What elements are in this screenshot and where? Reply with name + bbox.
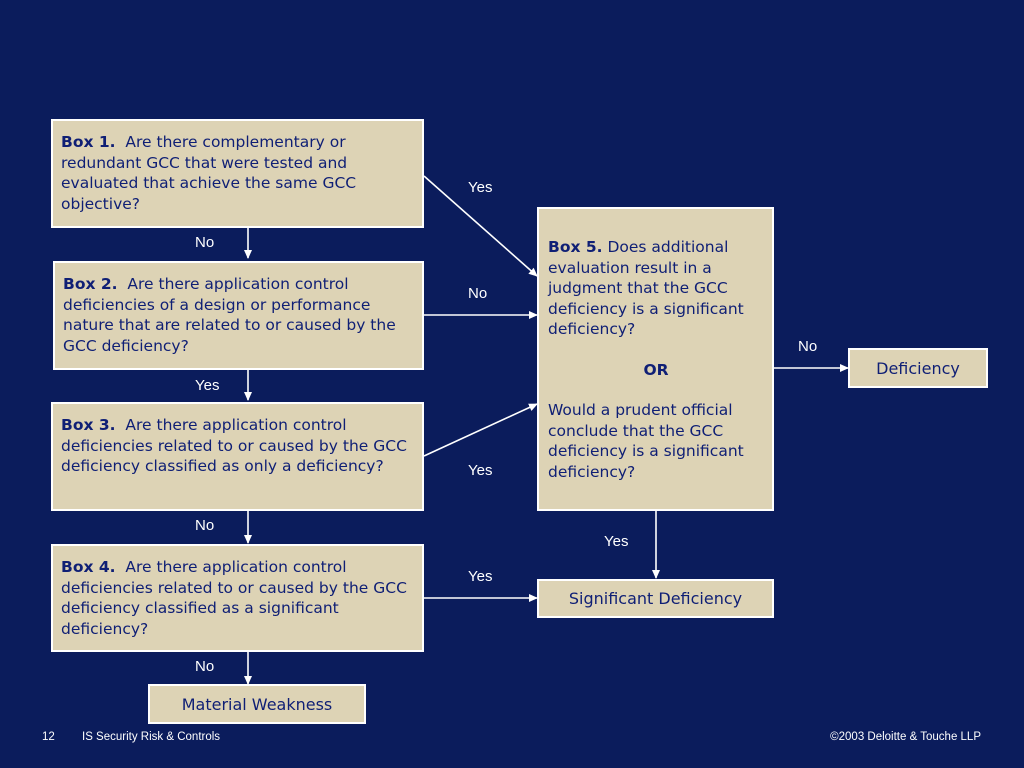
box-5-lead: Box 5. bbox=[548, 238, 603, 256]
box-4-lead: Box 4. bbox=[61, 558, 116, 576]
box-4-text: Are there application control deficiencies related to or caused by the GCC deficiency classified as a significant deficiency? bbox=[61, 558, 407, 638]
box-2 bbox=[53, 261, 424, 370]
box-2-text: Are there application control deficiencies of a design or performance nature that are related to or caused by the GCC deficiency? bbox=[63, 275, 396, 355]
label-box2-yes: Yes bbox=[195, 377, 220, 394]
box-2-lead: Box 2. bbox=[63, 275, 118, 293]
label-box3-no: No bbox=[195, 517, 215, 534]
result-significant-label: Significant Deficiency bbox=[568, 589, 743, 608]
box-3 bbox=[51, 402, 424, 511]
footer-title: IS Security Risk & Controls bbox=[82, 731, 221, 743]
box-5 bbox=[537, 207, 774, 511]
label-box5-yes: Yes bbox=[604, 533, 629, 550]
label-box4-no: No bbox=[195, 658, 215, 675]
page-number: 12 bbox=[42, 731, 55, 743]
box-5-or: OR bbox=[643, 360, 669, 379]
label-box4-yes: Yes bbox=[468, 568, 493, 585]
label-box5-no: No bbox=[798, 338, 818, 355]
arrow-box3-to-box5 bbox=[424, 404, 537, 456]
result-deficiency-label: Deficiency bbox=[876, 358, 960, 378]
box-3-lead: Box 3. bbox=[61, 416, 116, 434]
label-box1-no: No bbox=[195, 234, 215, 251]
box-1-text: Are there complementary or redundant GCC that were tested and evaluated that achieve the same GCC objective? bbox=[61, 133, 357, 213]
footer-copyright: ©2003 Deloitte & Touche LLP bbox=[830, 731, 981, 743]
label-box2-no: No bbox=[468, 285, 488, 302]
result-material-label: Material Weakness bbox=[181, 694, 333, 714]
box-3-text: Are there application control deficiencies related to or caused by the GCC deficiency classified as only a deficiency? bbox=[61, 416, 407, 475]
result-deficiency bbox=[848, 348, 988, 388]
box-1 bbox=[51, 119, 424, 228]
box-4 bbox=[51, 544, 424, 652]
result-significant-deficiency bbox=[537, 579, 774, 618]
box-1-lead: Box 1. bbox=[61, 133, 116, 151]
label-box1-yes: Yes bbox=[468, 179, 493, 196]
box-5-text-1: Does additional evaluation result in a judgment that the GCC deficiency is a significant deficiency? bbox=[548, 238, 744, 338]
label-box3-yes: Yes bbox=[468, 462, 493, 479]
box-5-question-1 bbox=[548, 237, 764, 340]
result-material-weakness bbox=[148, 684, 366, 724]
box-5-text-2: Would a prudent official conclude that the GCC deficiency is a significant deficiency? bbox=[548, 401, 744, 481]
